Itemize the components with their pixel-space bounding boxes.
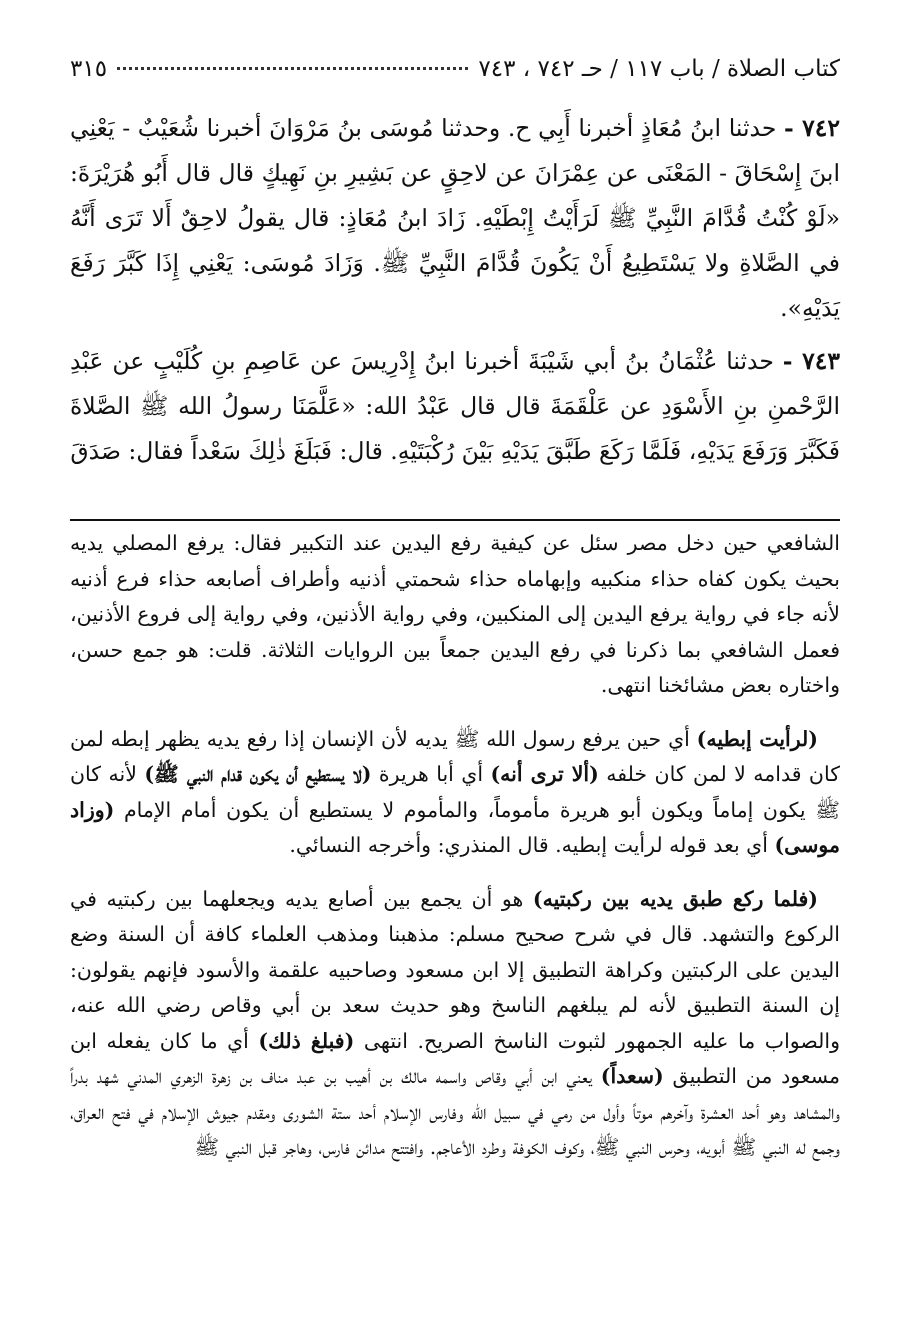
chapter-title: كتاب الصلاة / باب ١١٧ / حـ ٧٤٢ ، ٧٤٣	[478, 56, 840, 82]
page-number: ٣١٥	[70, 56, 108, 82]
quoted-phrase: (لرأيت إبطيه)	[696, 726, 818, 751]
commentary-section	[70, 526, 840, 1184]
commentary-text: أي أبا هريرة	[371, 762, 491, 786]
commentary-text: أي ما كان يفعله ابن مسعود من التطبيق	[70, 1028, 840, 1088]
hadith-number: ٧٤٣ -	[782, 347, 840, 375]
commentary-paragraph	[70, 722, 840, 864]
leader-dots	[117, 67, 468, 70]
hadith-743	[70, 339, 840, 474]
commentary-text: أي بعد قوله لرأيت إبطيه. قال المنذري: وأخرجه النسائي.	[289, 833, 775, 857]
commentary-text: لأنه كان ﷺ يكون إماماً ويكون أبو هريرة مأموماً، والمأموم لا يستطيع أن يكون أمام الإمام	[70, 762, 840, 822]
commentary-text: يعني ابن أبي وقاص واسمه مالك بن أهيب بن عبد مناف بن زهرة الزهري المدني شهد بدراً والمشاهد وهو أحد العشرة وآخرهم موتاً وأول من رمي في سبيل الله وفارس الإسلام أحد ستة الشورى ومقدم جيوش الإسلام في فتح العراق، وجمع له النبي ﷺ أبويه، وحرس النبي ﷺ، وكوف الكوفة وطرد الأعاجم. وافتتح مدائن فارس، وهاجر قبل النبي ﷺ	[70, 1064, 840, 1159]
quoted-phrase: (ألا ترى أنه)	[490, 762, 599, 786]
commentary-text: أي حين يرفع رسول الله ﷺ يديه لأن الإنسان إذا رفع يديه يظهر إبطه لمن كان قدامه لا لمن كان خلفه	[70, 726, 840, 786]
quoted-phrase: (فبلغ ذلك)	[258, 1028, 355, 1053]
hadith-main-text	[70, 106, 840, 482]
hadith-text: حدثنا ابنُ مُعَاذٍ أخبرنا أَبِي ح. وحدثنا مُوسَى بنُ مَرْوَانَ أخبرنا شُعَيْبٌ - يَعْنِي ابنَ إِسْحَاقَ - المَعْنَى عن عِمْرَانَ عن لاحِقٍ عن بَشِيرِ بنِ نَهِيكٍ قال قال أَبُو هُرَيْرَةَ: «لَوْ كُنْتُ قُدَّامَ النَّبِيِّ ﷺ لَرَأَيْتُ إِبْطَيْهِ. زَادَ ابنُ مُعَاذٍ: قال يقولُ لاحِقٌ أَلا تَرَى أَنَّهُ في الصَّلاةِ ولا يَسْتَطِيعُ أَنْ يَكُونَ قُدَّامَ النَّبِيِّ ﷺ. وَزَادَ مُوسَى: يَعْنِي إِذَا كَبَّرَ رَفَعَ يَدَيْهِ».	[70, 114, 840, 322]
commentary-paragraph: الشافعي حين دخل مصر سئل عن كيفية رفع اليدين عند التكبير فقال: يرفع المصلي يديه بحيث يكون كفاه حذاء منكبيه وإبهاماه حذاء شحمتي أذنيه وأطراف أصابعه حذاء فرع أذنيه لأنه جاء في رواية يرفع اليدين إلى المنكبين، وفي رواية الأذنين، وفي رواية إلى فروع الأذنين، فعمل الشافعي بما ذكرنا في رفع اليدين جمعاً بين الروايات الثلاثة. قلت: هو جمع حسن، واختاره بعض مشائخنا انتهى.	[70, 531, 840, 697]
hadith-number: ٧٤٢ -	[784, 114, 840, 142]
running-header	[70, 56, 840, 90]
quoted-phrase: (سعداً)	[600, 1064, 664, 1088]
footnote-separator	[70, 519, 840, 521]
quoted-phrase: (فلما ركع طبق يديه بين ركبتيه)	[532, 886, 818, 911]
commentary-text: هو أن يجمع بين أصابع يديه ويجعلهما بين ركبتيه في الركوع والتشهد. قال في شرح صحيح مسلم: مذهبنا ومذهب العلماء كافة أن السنة وضع اليدين على الركبتين وكراهة التطبيق إلا ابن مسعود وصاحبيه علقمة والأسود فإنهم يقولون: إن السنة التطبيق لأنه لم يبلغهم الناسخ وهو حديث سعد بن أبي وقاص رضي الله عنه، والصواب ما عليه الجمهور لثبوت الناسخ الصريح. انتهى	[70, 886, 841, 1053]
book-page	[70, 0, 840, 1343]
commentary-paragraph	[70, 882, 840, 1166]
hadith-742	[70, 106, 840, 331]
quoted-phrase: (وزاد موسى)	[70, 797, 840, 857]
quoted-phrase: (لا يستطيع أن يكون قدام النبي ﷺ)	[144, 762, 372, 786]
hadith-text: حدثنا عُثْمَانُ بنُ أبي شَيْبَةَ أخبرنا ابنُ إِدْرِيسَ عن عَاصِمِ بنِ كُلَيْبٍ عن عَبْدِ الرَّحْمنِ بنِ الأَسْوَدِ عن عَلْقَمَةَ قال قال عَبْدُ الله: «عَلَّمَنَا رسولُ الله ﷺ الصَّلاةَ فَكَبَّرَ وَرَفَعَ يَدَيْهِ، فَلَمَّا رَكَعَ طَبَّقَ يَدَيْهِ بَيْنَ رُكْبَتَيْهِ. قال: فَبَلَغَ ذٰلِكَ سَعْداً فقال: صَدَقَ	[70, 347, 840, 465]
